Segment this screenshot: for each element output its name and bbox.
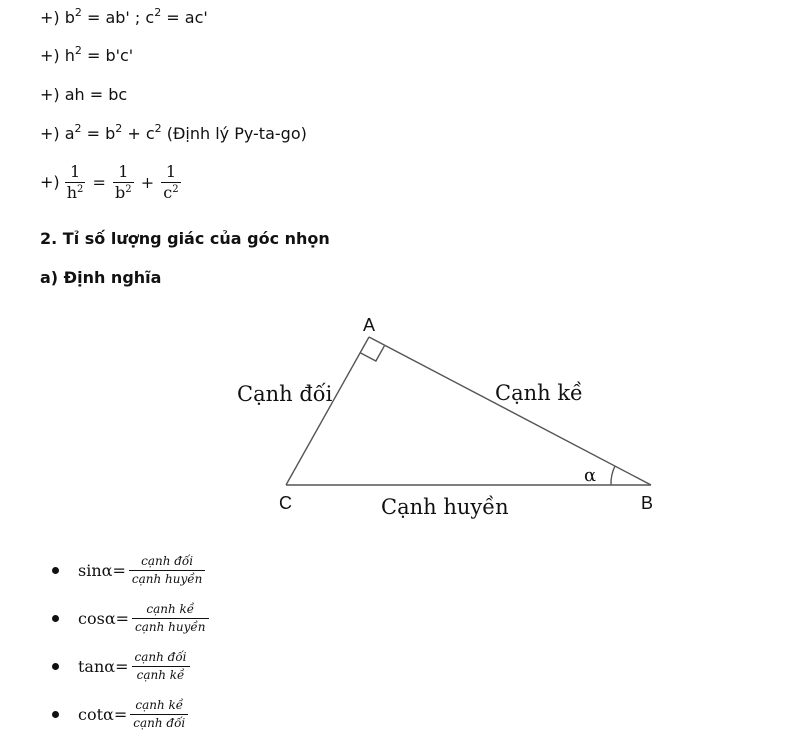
- ratio-fraction: $\frac{\text{cạnh đối}}{\text{cạnh kề}}$: [132, 650, 190, 683]
- fraction-lhs: $\frac{1}{h^2}$: [66, 162, 84, 202]
- formula-projection: +) $b^2 = ab'$ ; $c^2 = ac'$: [40, 6, 208, 27]
- vertex-label-a: A: [363, 315, 376, 335]
- bullet: [52, 567, 59, 574]
- angle-label: α: [584, 465, 597, 486]
- formula-reciprocal: +) $\frac{1}{h^2}$ = $\frac{1}{b^2}$ + $\frac{1}{c^2}$: [40, 162, 179, 202]
- ratio-fraction: $\frac{\text{cạnh kề}}{\text{cạnh đối}}$: [130, 698, 188, 731]
- side-label-adjacent: Cạnh kề: [495, 381, 583, 405]
- vertex-label-c: C: [279, 493, 292, 513]
- ratio-sin: sinα= $\frac{\text{cạnh đối}}{\text{cạnh huyền}}$: [50, 546, 209, 594]
- formula-altitude: +) $h^2 = b'c'$: [40, 44, 134, 65]
- section-heading: 2. Tỉ số lượng giác của góc nhọn: [40, 229, 330, 248]
- angle-alpha-arc: [611, 466, 615, 485]
- ratio-tan: tanα= $\frac{\text{cạnh đối}}{\text{cạnh kề}}$: [50, 642, 209, 690]
- fraction-term-b: $\frac{1}{b^2}$: [115, 162, 132, 202]
- ratio-fraction: $\frac{\text{cạnh kề}}{\text{cạnh huyền}}$: [132, 602, 209, 635]
- bullet: [52, 663, 59, 670]
- fraction-term-c: $\frac{1}{c^2}$: [163, 162, 179, 202]
- formula-area: +) ah = bc: [40, 85, 128, 104]
- bullet: [52, 711, 59, 718]
- side-label-hypotenuse: Cạnh huyền: [381, 495, 509, 519]
- formula-pythagoras: +) $a^2 = b^2 + c^2$ (Định lý Py-ta-go): [40, 122, 307, 143]
- ratio-cos: cosα= $\frac{\text{cạnh kề}}{\text{cạnh huyền}}$: [50, 594, 209, 642]
- ratio-cot: cotα= $\frac{\text{cạnh kề}}{\text{cạnh đối}}$: [50, 690, 209, 738]
- vertex-label-b: B: [641, 493, 654, 513]
- right-angle-marker: [360, 346, 384, 361]
- subsection-heading: a) Định nghĩa: [40, 268, 162, 287]
- ratio-fraction: $\frac{\text{cạnh đối}}{\text{cạnh huyền}}$: [129, 554, 206, 587]
- bullet: [52, 615, 59, 622]
- side-label-opposite: Cạnh đối: [237, 382, 333, 406]
- side-ac: [286, 337, 369, 485]
- ratio-list: [50, 546, 209, 738]
- side-ab: [369, 337, 651, 485]
